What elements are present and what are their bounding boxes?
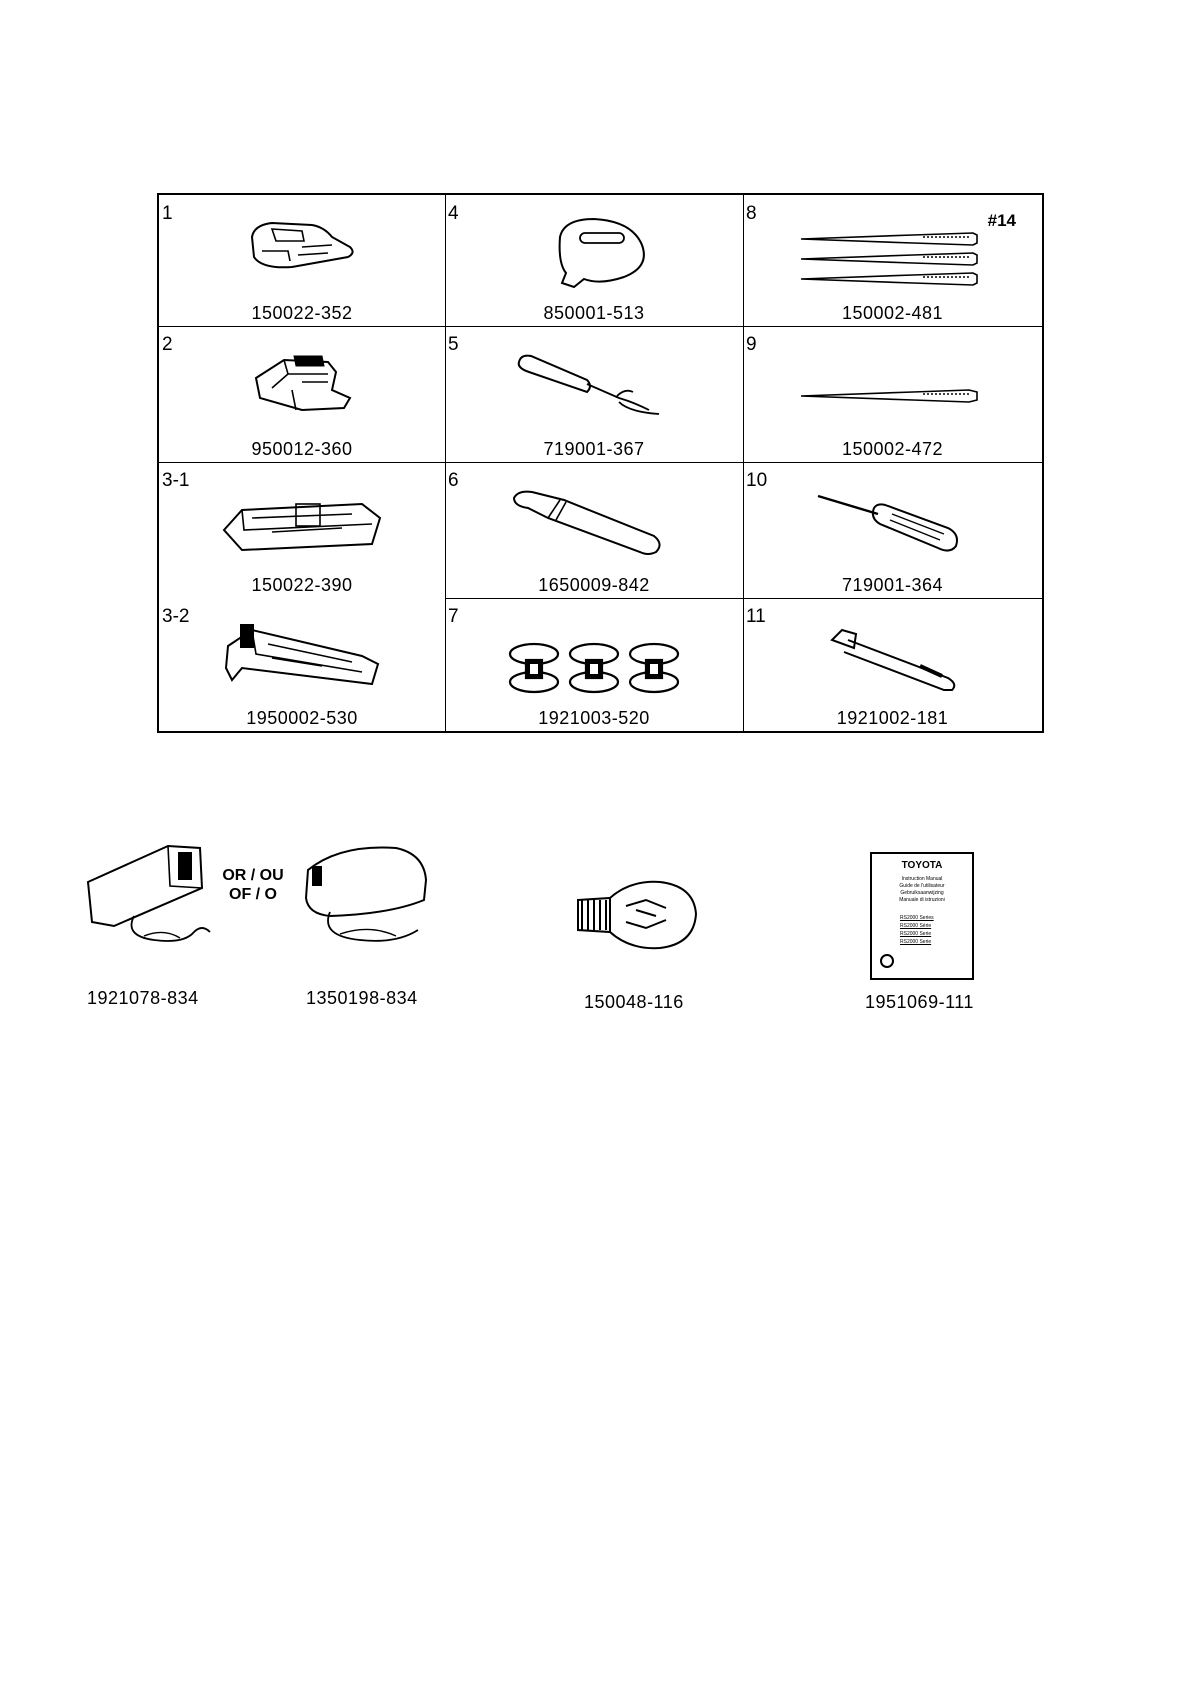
part-code: 950012-360 (251, 439, 353, 459)
foot-controller-round-icon (300, 840, 430, 950)
part-cell-7 (445, 598, 743, 731)
manual-series (900, 914, 964, 946)
part-code: 719001-367 (543, 439, 645, 459)
manual-title-line: Instruction Manual (901, 876, 943, 882)
part-cell-10 (743, 462, 1042, 598)
part-number: 10 (746, 470, 768, 491)
part-cell-2 (159, 326, 445, 462)
part-cell-8 (743, 195, 1042, 326)
part-code: 1921002-181 (836, 708, 949, 728)
part-cell-3-1 (159, 462, 445, 598)
part-cell-6 (445, 462, 743, 598)
manual-title-line: Gebruiksaanwijzing (900, 890, 944, 896)
part-number: 5 (448, 334, 459, 355)
part-code: 850001-513 (543, 303, 645, 323)
part-cell-3-2 (159, 598, 445, 731)
part-code: 1921003-520 (538, 708, 650, 728)
manual-series-line: RS2000 Série (900, 923, 932, 929)
part-number: 8 (746, 203, 757, 224)
part-cell-1 (159, 195, 445, 326)
part-code: 719001-364 (841, 575, 944, 595)
buttonhole-foot-icon (159, 474, 445, 574)
part-number: 2 (162, 334, 173, 355)
part-code: 150022-390 (251, 575, 353, 595)
manual-title-line: Manuale di istruzioni (899, 897, 945, 903)
part-cell-4 (445, 195, 743, 326)
single-needle-icon (743, 376, 1042, 476)
part-code: 150022-352 (251, 303, 353, 323)
part-number: 7 (448, 606, 459, 627)
part-number: 6 (448, 470, 459, 491)
manual-series-line: RS2000 Series (900, 915, 934, 921)
part-code: 1650009-842 (538, 575, 650, 595)
part-number: 3-2 (162, 606, 190, 627)
bobbin-cover-plate-icon (445, 207, 743, 307)
manual-series-line: RS2000 Serie (900, 931, 932, 937)
part-code: 150002-472 (841, 439, 944, 459)
manual-brand: TOYOTA (901, 860, 943, 871)
accessory-code: 150048-116 (584, 992, 684, 1012)
spool-pin-icon (743, 610, 1042, 710)
light-bulb-icon (570, 870, 710, 960)
part-cell-9 (743, 326, 1042, 462)
chalk-pencil-icon (445, 474, 743, 574)
manual-titles (880, 876, 964, 904)
part-code: 150002-481 (841, 303, 944, 323)
or-label-line1: OR / OU (222, 867, 284, 884)
zipper-foot-icon (159, 338, 445, 438)
accessory-code: 1921078-834 (87, 988, 199, 1008)
manual-hole-icon (880, 954, 894, 968)
or-label (216, 866, 290, 904)
accessory-code: 1350198-834 (306, 988, 418, 1008)
manual-series-line: RS2000 Serie (900, 939, 932, 945)
parts-table (157, 193, 1044, 733)
zigzag-presser-foot-icon (159, 207, 445, 307)
screwdriver-icon (743, 474, 1042, 574)
part-number: 3-1 (162, 470, 190, 491)
manual-title-line: Guide de l'utilisateur (899, 883, 945, 889)
part-number: 9 (746, 334, 757, 355)
part-code: 1950002-530 (246, 708, 358, 728)
part-number: 4 (448, 203, 459, 224)
part-cell-11 (743, 598, 1042, 731)
part-cell-5 (445, 326, 743, 462)
buttonhole-foot-alt-icon (159, 610, 445, 710)
part-number: 11 (746, 606, 766, 627)
instruction-manual-icon (870, 852, 974, 980)
accessory-code: 1951069-111 (865, 992, 974, 1012)
or-label-line2: OF / O (229, 886, 277, 903)
part-number: 1 (162, 203, 173, 224)
seam-ripper-icon (445, 338, 743, 438)
foot-controller-square-icon (84, 840, 214, 950)
needle-size-label: #14 (987, 211, 1016, 230)
